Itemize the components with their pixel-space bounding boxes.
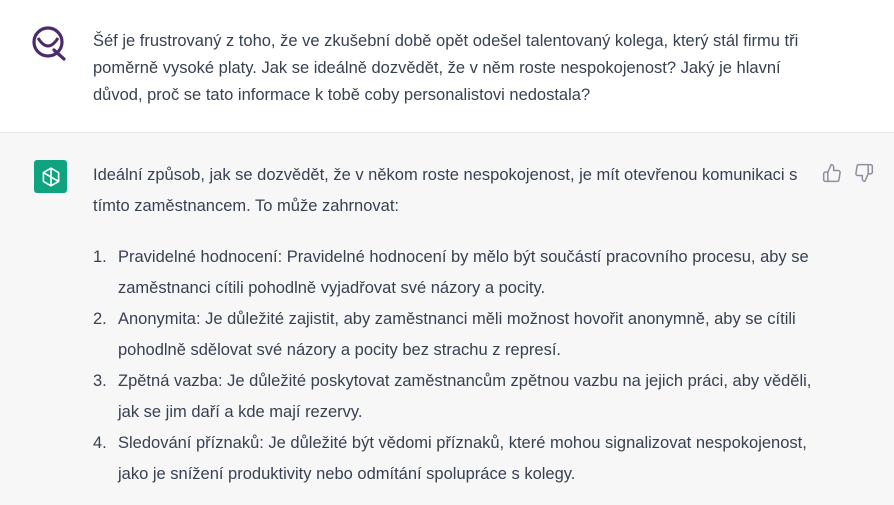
assistant-list xyxy=(93,242,813,490)
list-item xyxy=(93,304,813,366)
list-item xyxy=(93,366,813,428)
feedback-buttons xyxy=(822,163,874,183)
thumbs-down-icon[interactable] xyxy=(854,163,874,183)
list-item-number: 1. xyxy=(93,248,107,266)
list-item xyxy=(93,242,813,304)
openai-logo-icon xyxy=(34,160,67,193)
list-item-text: Zpětná vazba: Je důležité poskytovat zaměstnancům zpětnou vazbu na jejich práci, aby věděli, jak se jim daří a kde mají rezervy. xyxy=(118,372,812,421)
list-item-number: 4. xyxy=(93,434,107,452)
assistant-message-text xyxy=(93,160,813,490)
user-message xyxy=(0,0,894,133)
list-item xyxy=(93,428,813,490)
list-item-number: 3. xyxy=(93,372,107,390)
assistant-message xyxy=(0,133,894,505)
thumbs-up-icon[interactable] xyxy=(822,163,842,183)
list-item-text: Anonymita: Je důležité zajistit, aby zaměstnanci měli možnost hovořit anonymně, aby se cítili pohodlně sdělovat své názory a pocity bez strachu z represí. xyxy=(118,310,796,359)
user-message-text: Šéf je frustrovaný z toho, že ve zkušební době opět odešel talentovaný kolega, který stál firmu tři poměrně vysoké platy. Jak se ideálně dozvědět, že v něm roste nespokojenost? Jaký je hlavní důvod, proč se tato informace k tobě coby personalistovi nedostala? xyxy=(93,32,799,104)
user-logo-icon xyxy=(30,24,70,64)
list-item-text: Pravidelné hodnocení: Pravidelné hodnocení by mělo být součástí pracovního procesu, aby se zaměstnanci cítili pohodlně vyjadřovat své názory a pocity. xyxy=(118,248,809,297)
assistant-intro: Ideální způsob, jak se dozvědět, že v někom roste nespokojenost, je mít otevřenou komunikaci s tímto zaměstnancem. To může zahrnovat: xyxy=(93,166,798,215)
list-item-text: Sledování příznaků: Je důležité být vědomi příznaků, které mohou signalizovat nespokojenost, jako je snížení produktivity nebo odmítání spolupráce s kolegy. xyxy=(118,434,807,483)
list-item-number: 2. xyxy=(93,310,107,328)
